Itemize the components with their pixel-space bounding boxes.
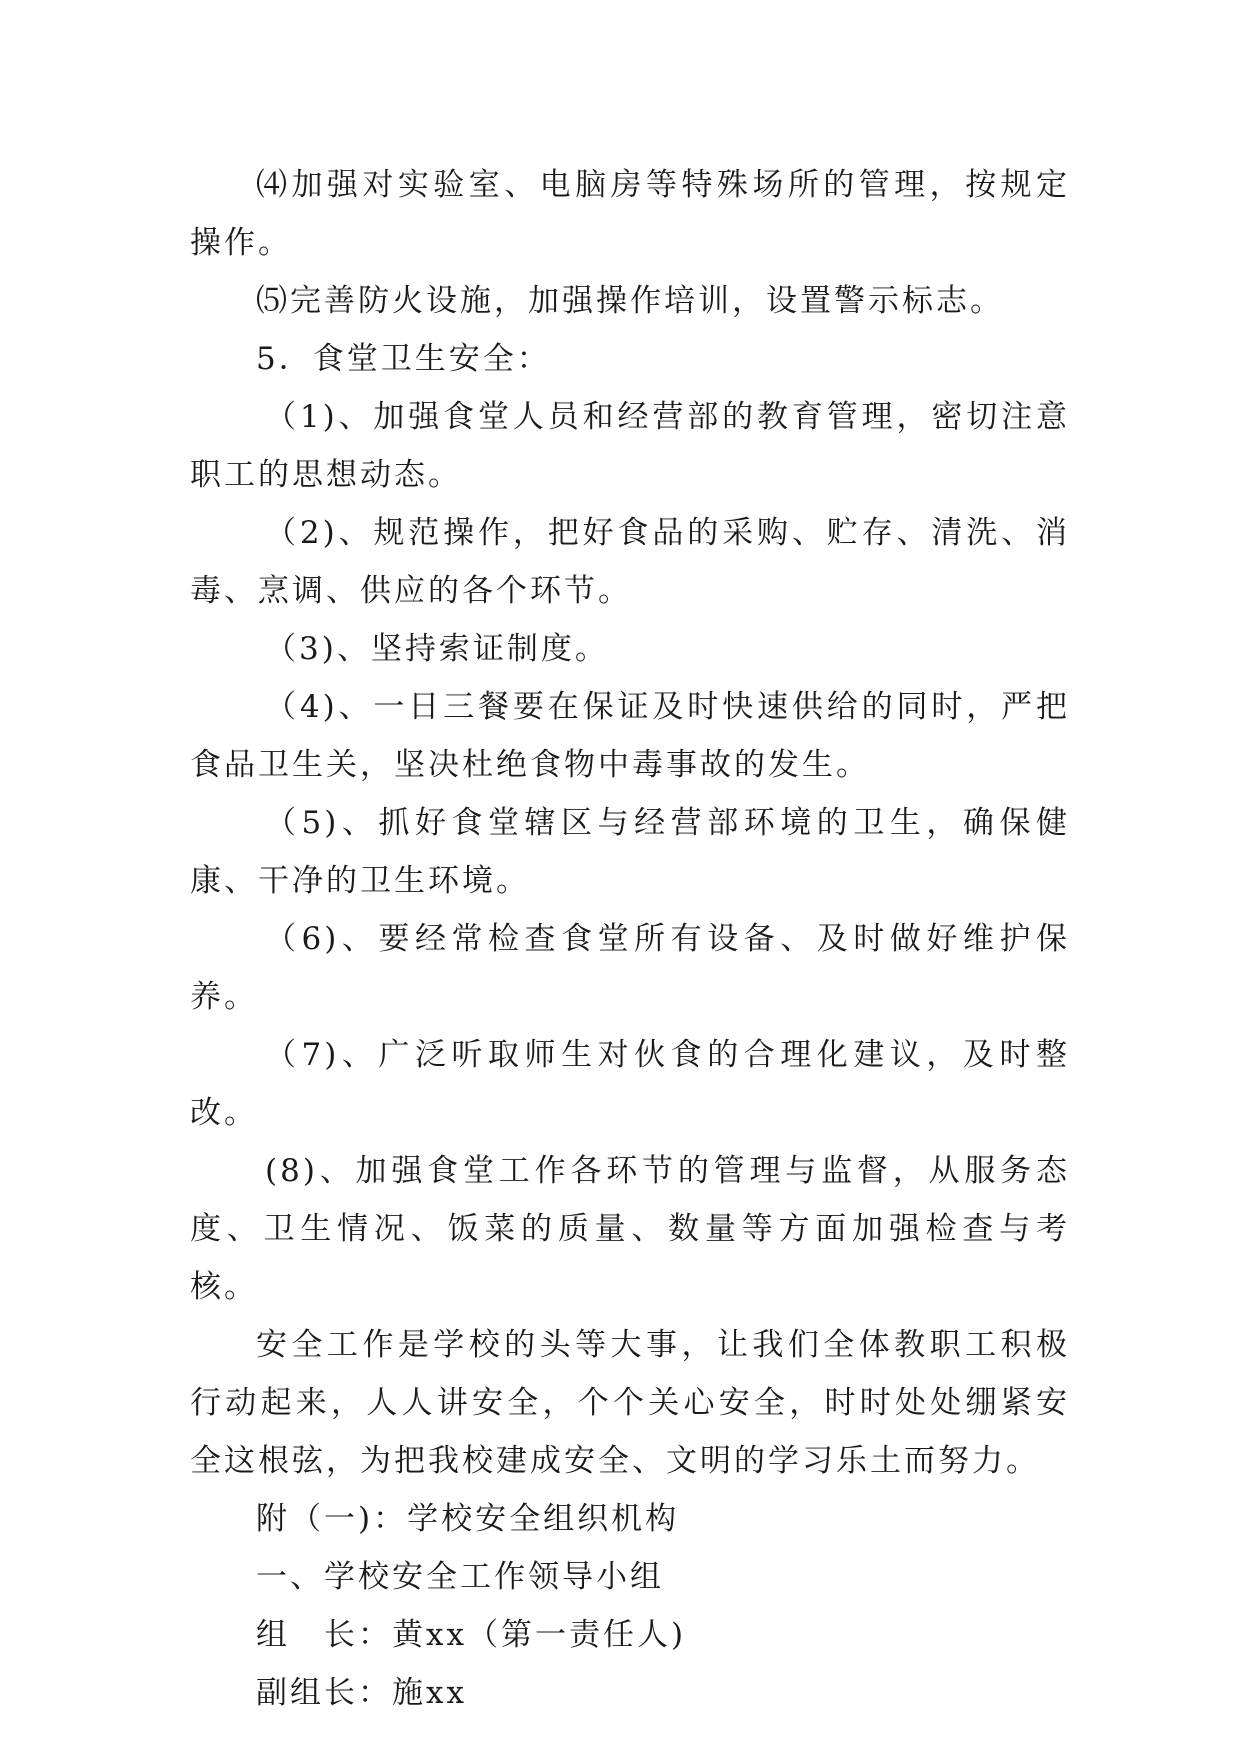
appendix-heading: 附（一)：学校安全组织机构: [256, 1501, 680, 1537]
paragraph-canteen-1: （1)、加强食堂人员和经营部的教育管理，密切注意职工的思想动态。: [190, 399, 1070, 493]
paragraph-canteen-2: （2)、规范操作，把好食品的采购、贮存、清洗、消毒、烹调、供应的各个环节。: [190, 515, 1070, 609]
paragraph-canteen-4: （4)、一日三餐要在保证及时快速供给的同时，严把食品卫生关，坚决杜绝食物中毒事故的发生。: [190, 689, 1070, 783]
paragraph-item-5: ⑸完善防火设施，加强操作培训，设置警示标志。: [256, 283, 1004, 319]
paragraph-canteen-5: （5)、抓好食堂辖区与经营部环境的卫生，确保健康、干净的卫生环境。: [190, 805, 1070, 899]
paragraph-canteen-8: (8)、加强食堂工作各环节的管理与监督，从服务态度、卫生情况、饭菜的质量、数量等方面加强检查与考核。: [190, 1153, 1070, 1305]
deputy-leader-line: 副组长：施xx: [256, 1675, 467, 1711]
section-heading-canteen: 5．食堂卫生安全：: [256, 341, 551, 377]
leadership-group-heading: 一、学校安全工作领导小组: [256, 1559, 664, 1595]
paragraph-canteen-6: （6)、要经常检查食堂所有设备、及时做好维护保养。: [190, 921, 1070, 1015]
group-leader-line: 组 长：黄xx（第一责任人): [256, 1617, 687, 1653]
document-body: [190, 156, 1070, 1722]
paragraph-item-4: ⑷加强对实验室、电脑房等特殊场所的管理，按规定操作。: [190, 167, 1070, 261]
paragraph-canteen-3: （3)、坚持索证制度。: [265, 631, 609, 667]
paragraph-canteen-7: （7)、广泛听取师生对伙食的合理化建议，及时整改。: [190, 1037, 1070, 1131]
paragraph-conclusion: 安全工作是学校的头等大事，让我们全体教职工积极行动起来，人人讲安全，个个关心安全，时时处处绷紧安全这根弦，为把我校建成安全、文明的学习乐土而努力。: [190, 1327, 1070, 1479]
